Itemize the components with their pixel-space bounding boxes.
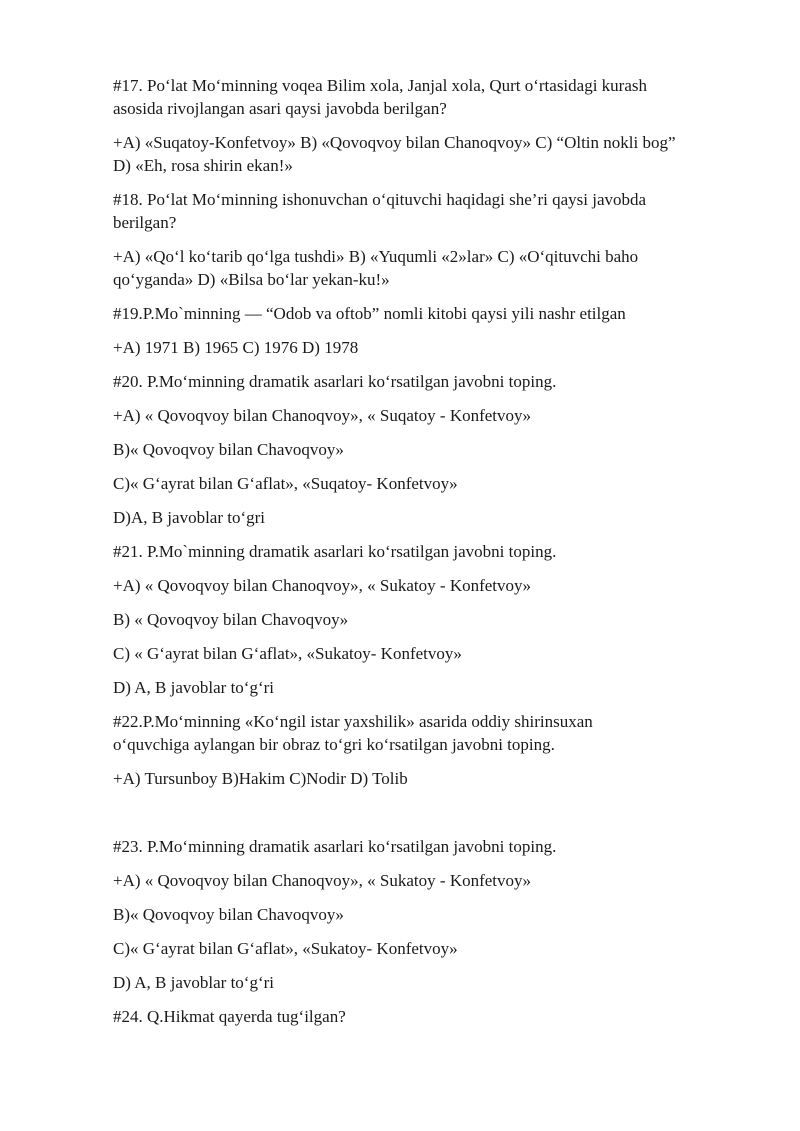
answer-23-b-text: B)« Qovoqvoy bilan Chavoqvoy» [113,905,344,924]
answer-23-c-text: C)« G‘ayrat bilan G‘aflat», «Sukatoy- Konfetvoy» [113,939,458,958]
answer-20-b-text: B)« Qovoqvoy bilan Chavoqvoy» [113,440,344,459]
answer-23-d-text: D) A, B javoblar to‘g‘ri [113,973,274,992]
answers-19 [113,336,743,359]
answers-22-text: +A) Tursunboy B)Hakim C)Nodir D) Tolib [113,769,408,788]
question-24-text: #24. Q.Hikmat qayerda tug‘ilgan? [113,1007,346,1026]
answer-20-d-text: D)A, B javoblar to‘gri [113,508,266,527]
question-19 [113,302,743,325]
answer-20-b [113,438,743,461]
document-page [113,74,743,1039]
answers-17-line-2: D) «Eh, rosa shirin ekan!» [113,156,293,175]
answer-21-c [113,642,743,665]
question-21 [113,540,743,563]
answer-23-a [113,869,743,892]
question-19-text: #19.P.Mo`minning — “Odob va oftob” nomli kitobi qaysi yili nashr etilgan [113,304,626,323]
answer-21-d [113,676,743,699]
question-22-line-1: #22.P.Mo‘minning «Ko‘ngil istar yaxshilik» asarida oddiy shirinsuxan [113,712,593,731]
answer-21-b [113,608,743,631]
answer-23-d [113,971,743,994]
answers-17-line-1: +A) «Suqatoy-Konfetvoy» B) «Qovoqvoy bilan Chanoqvoy» C) “Oltin nokli bog” [113,133,676,152]
answer-21-b-text: B) « Qovoqvoy bilan Chavoqvoy» [113,610,349,629]
question-18-line-1: #18. Po‘lat Mo‘minning ishonuvchan o‘qituvchi haqidagi she’ri qaysi javobda [113,190,647,209]
answers-18-line-2: qo‘yganda» D) «Bilsa bo‘lar yekan-ku!» [113,270,390,289]
question-18-line-2: berilgan? [113,213,177,232]
answer-21-d-text: D) A, B javoblar to‘g‘ri [113,678,274,697]
question-20-text: #20. P.Mo‘minning dramatik asarlari ko‘rsatilgan javobni toping. [113,372,557,391]
answers-18 [113,245,743,291]
question-17 [113,74,743,120]
answer-20-c [113,472,743,495]
answers-18-line-1: +A) «Qo‘l ko‘tarib qo‘lga tushdi» B) «Yuqumli «2»lar» C) «O‘qituvchi baho [113,247,639,266]
answer-20-c-text: C)« G‘ayrat bilan G‘aflat», «Suqatoy- Konfetvoy» [113,474,458,493]
answer-23-c [113,937,743,960]
question-22-line-2: o‘quvchiga aylangan bir obraz to‘gri ko‘rsatilgan javobni toping. [113,735,555,754]
question-17-line-1: #17. Po‘lat Mo‘minning voqea Bilim xola, Janjal xola, Qurt o‘rtasidagi kurash [113,76,647,95]
answer-20-d [113,506,743,529]
answer-23-a-text: +A) « Qovoqvoy bilan Chanoqvoy», « Sukatoy - Konfetvoy» [113,871,532,890]
question-18 [113,188,743,234]
question-22 [113,710,743,756]
answer-21-c-text: C) « G‘ayrat bilan G‘aflat», «Sukatoy- Konfetvoy» [113,644,462,663]
answers-22 [113,767,743,790]
answers-19-text: +A) 1971 B) 1965 C) 1976 D) 1978 [113,338,359,357]
question-17-line-2: asosida rivojlangan asari qaysi javobda berilgan? [113,99,447,118]
answer-20-a [113,404,743,427]
answers-17 [113,131,743,177]
answer-23-b [113,903,743,926]
blank-gap [113,801,743,835]
question-23 [113,835,743,858]
answer-20-a-text: +A) « Qovoqvoy bilan Chanoqvoy», « Suqatoy - Konfetvoy» [113,406,532,425]
answer-21-a [113,574,743,597]
question-21-text: #21. P.Mo`minning dramatik asarlari ko‘rsatilgan javobni toping. [113,542,557,561]
answer-21-a-text: +A) « Qovoqvoy bilan Chanoqvoy», « Sukatoy - Konfetvoy» [113,576,532,595]
question-23-text: #23. P.Mo‘minning dramatik asarlari ko‘rsatilgan javobni toping. [113,837,557,856]
question-24 [113,1005,743,1028]
question-20 [113,370,743,393]
